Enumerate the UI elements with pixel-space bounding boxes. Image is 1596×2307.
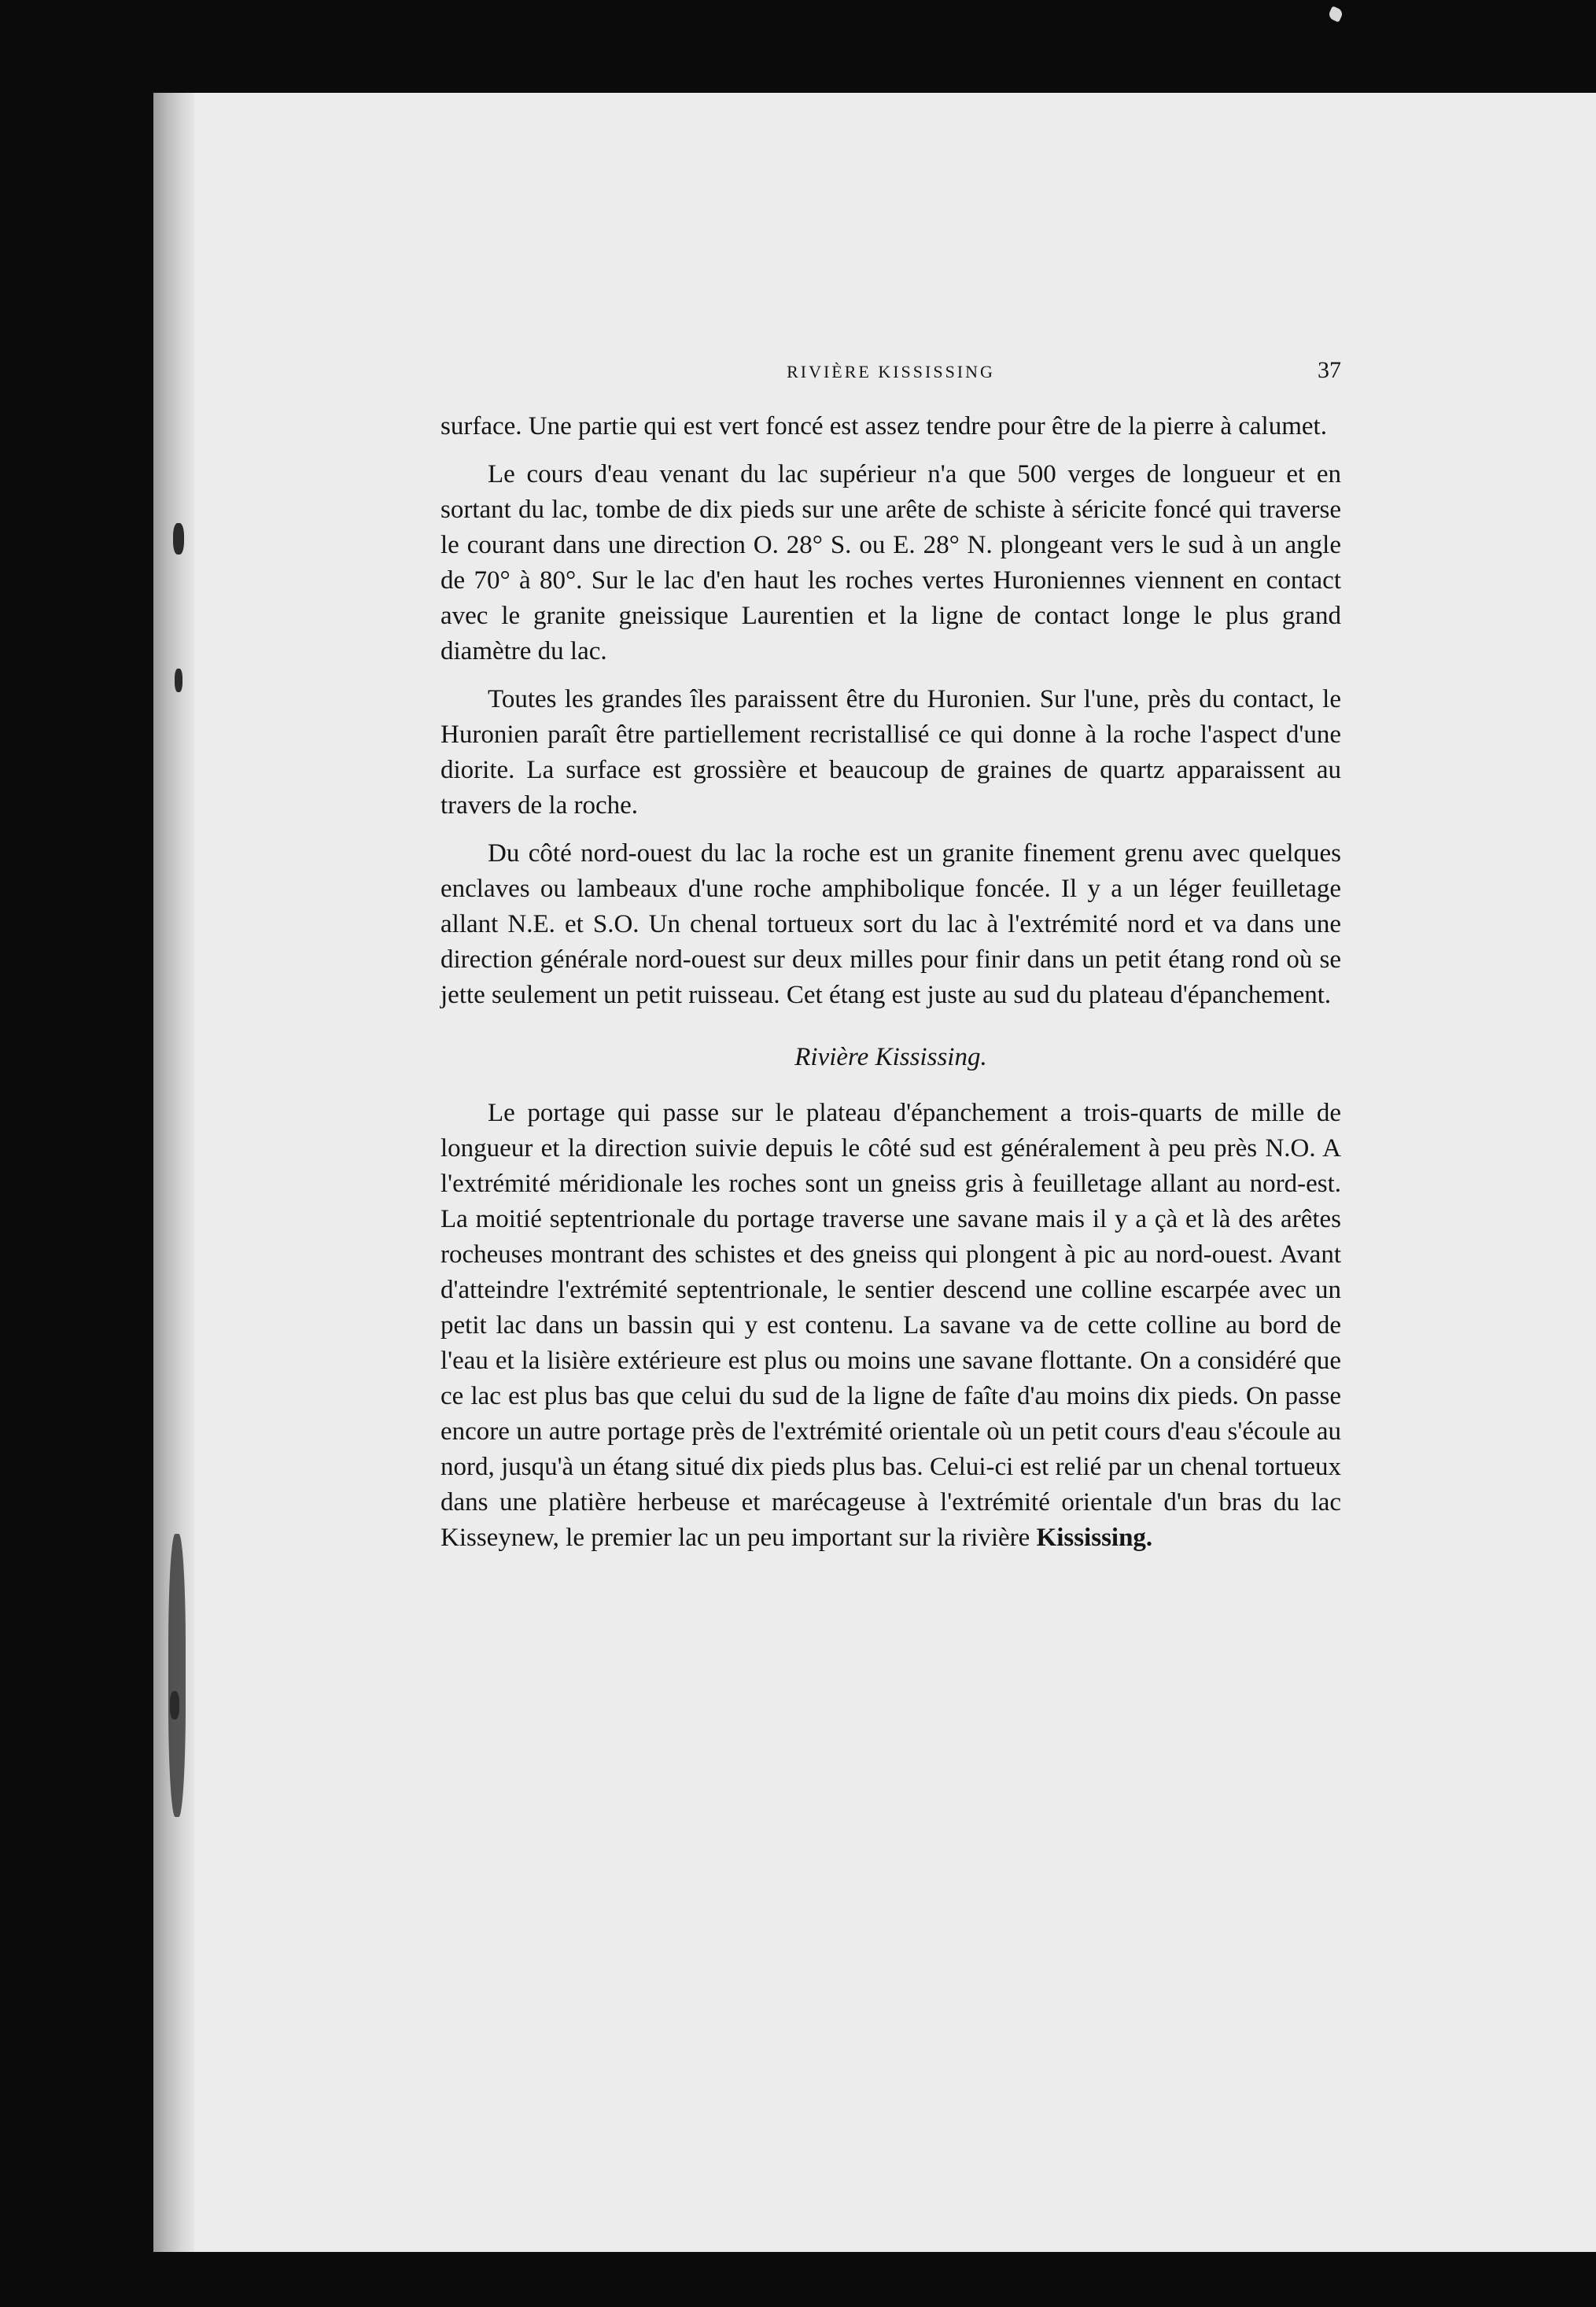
paragraph-2: Le cours d'eau venant du lac supérieur n'a que 500 verges de longueur et en sortant du lac, tombe de dix pieds sur une arête de schiste à séricite foncé qui traverse le courant dans une direction O. 28° S. ou E. 28° N. plongeant vers le sud à un angle de 70° à 80°. Sur le lac d'en haut les roches vertes Huroniennes viennent en contact avec le granite gneissique Laurentien et la ligne de contact longe le plus grand diamètre du lac. [440,460,1341,665]
paragraph-5 [440,1096,1341,1556]
binding-mark [168,1534,186,1817]
corner-speck [1327,6,1344,22]
page-number: 37 [1318,357,1341,383]
paragraph-5-bold-end: Kississing. [1036,1524,1153,1552]
page-spine-shadow [153,93,194,2252]
paragraph-1: surface. Une partie qui est vert foncé est assez tendre pour être de la pierre à calumet. [440,412,1327,440]
running-head [440,356,1341,387]
paragraph-3: Toutes les grandes îles paraissent être du Huronien. Sur l'une, près du contact, le Huronien paraît être partiellement recristallisé ce qui donne à la roche l'aspect d'une diorite. La surface est grossière et beaucoup de graines de quartz apparaissent au travers de la roche. [440,685,1341,820]
binding-mark [173,523,184,555]
running-head-title: RIVIÈRE KISSISSING [787,362,995,381]
paragraph-5-text: Le portage qui passe sur le plateau d'épanchement a trois-quarts de mille de longueur et la direction suivie depuis le côté sud est généralement à peu près N.O. A l'extrémité méridionale les roches sont un gneiss gris à feuilletage allant au nord-est. La moitié septentrionale du portage traverse une savane mais il y a çà et là des arêtes rocheuses montrant des schistes et des gneiss qui plongent à pic au nord-ouest. Avant d'atteindre l'extrémité septentrionale, le sentier descend une colline escarpée avec un petit lac dans un bassin qui y est contenu. La savane va de cette colline au bord de l'eau et la lisière extérieure est plus ou moins une savane flottante. On a considéré que ce lac est plus bas que celui du sud de la ligne de faîte d'au moins dix pieds. On passe encore un autre portage près de l'extrémité orientale où un petit cours d'eau s'écoule au nord, jusqu'à un étang situé dix pieds plus bas. Celui-ci est relié par un chenal tortueux dans une platière herbeuse et marécageuse à l'extrémité orientale d'un bras du lac Kisseynew, le premier lac un peu important sur la rivière [440,1099,1341,1552]
page-text [440,356,1341,1568]
binding-mark [175,669,182,692]
binding-mark [170,1691,179,1719]
section-heading: Rivière Kississing. [794,1043,987,1071]
paragraph-4: Du côté nord-ouest du lac la roche est un granite finement grenu avec quelques enclaves ou lambeaux d'une roche amphibolique foncée. Il y a un léger feuilletage allant N.E. et S.O. Un chenal tortueux sort du lac à l'extrémité nord et va dans une direction générale nord-ouest sur deux milles pour finir dans un petit étang rond où se jette seulement un petit ruisseau. Cet étang est juste au sud du plateau d'épanchement. [440,839,1341,1009]
